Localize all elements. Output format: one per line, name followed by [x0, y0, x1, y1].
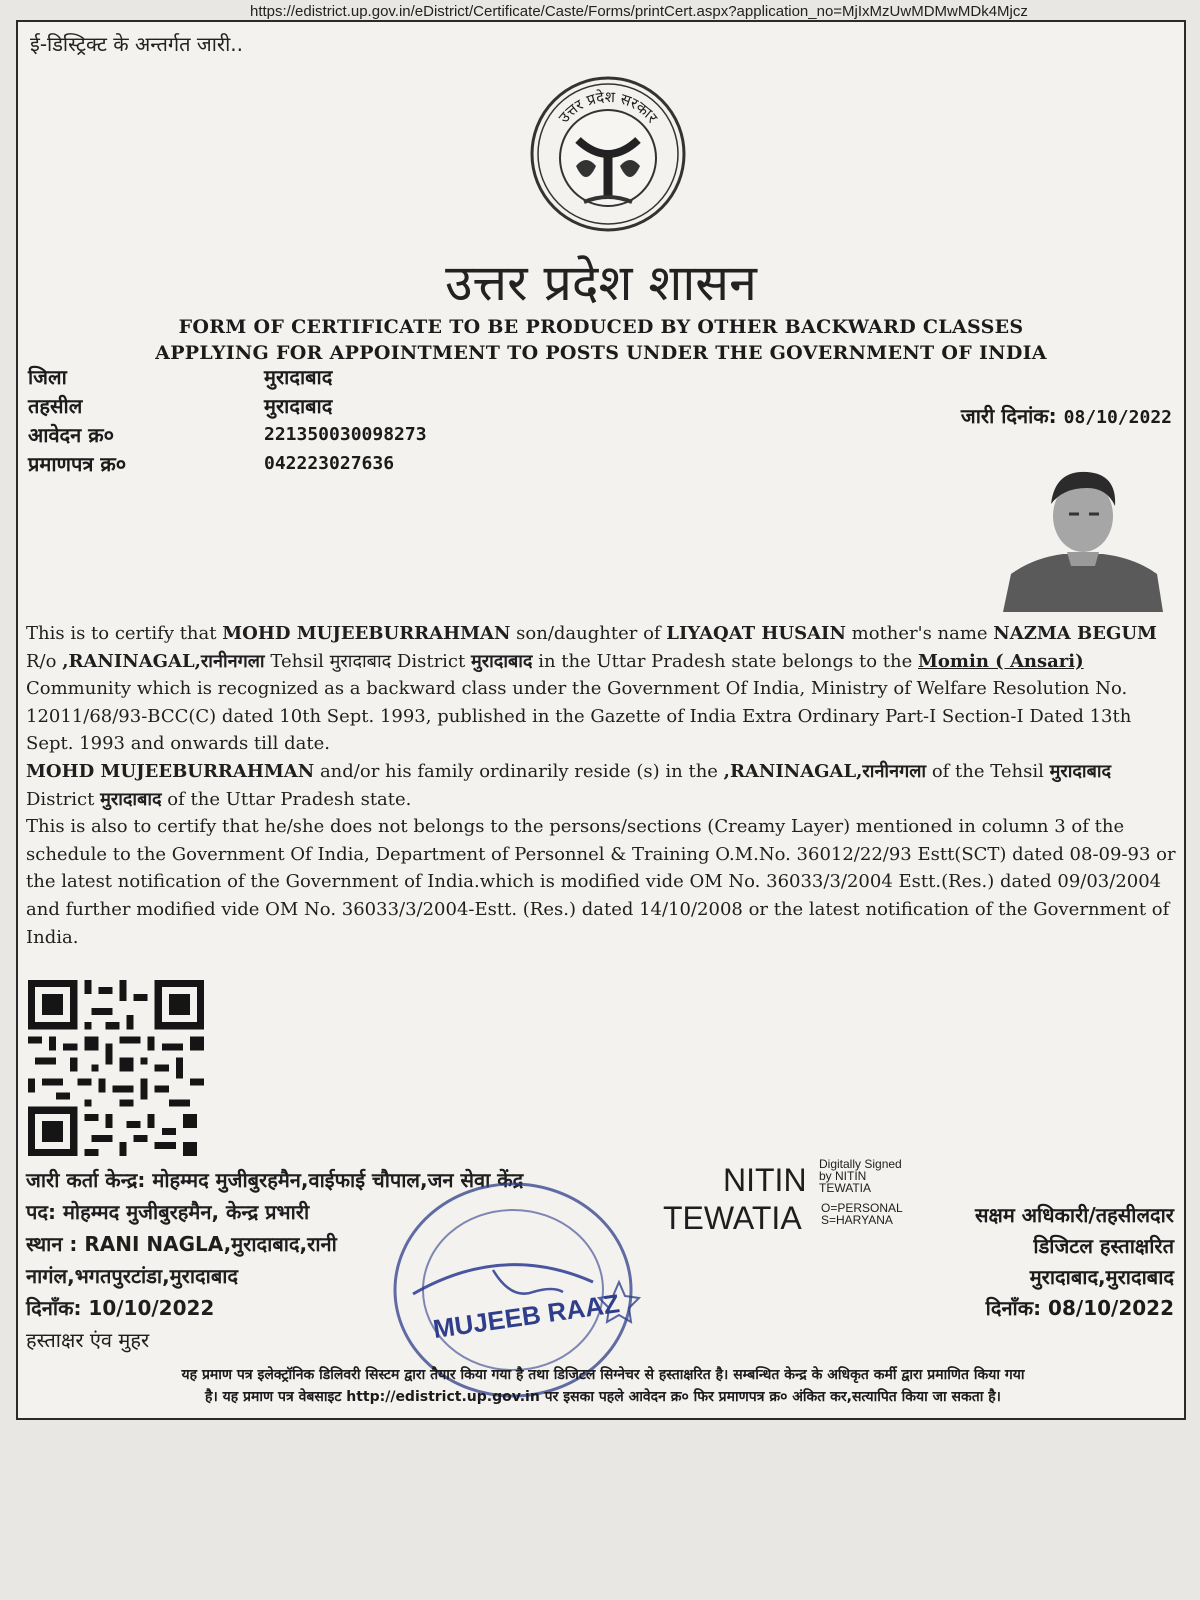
- applicant-name: MOHD MUJEEBURRAHMAN: [26, 760, 315, 782]
- footer-verification-note: [28, 1364, 1178, 1408]
- district-value: मुरादाबाद: [264, 365, 333, 389]
- browser-url: https://edistrict.up.gov.in/eDistrict/Certificate/Caste/Forms/printCert.aspx?application_no=MjIxMzUwMDMwMDk4Mjcz: [250, 3, 1028, 20]
- signer-name-line1: NITIN: [723, 1162, 807, 1198]
- text-segment: son/daughter of: [510, 623, 667, 644]
- form-title-line1: FORM OF CERTIFICATE TO BE PRODUCED BY OTHER BACKWARD CLASSES: [178, 316, 1024, 338]
- text-segment: of the Tehsil: [926, 760, 1050, 782]
- authority-date: दिनाँक: 08/10/2022: [985, 1296, 1174, 1320]
- stamp-name: MUJEEB RAAZ: [431, 1288, 622, 1345]
- text-segment: Community which is recognized as a backward class under the Government Of India, Ministry of Welfare Resolution No. 12011/68/93-BCC(C) dated 10th Sept. 1993, published in the Gazette of India Extra Ordinary Part-I Section-I Dated 13th Sept. 1993 and onwards till date.: [26, 678, 1132, 755]
- tehsil-inline: मुरादाबाद: [1049, 760, 1112, 782]
- digital-signature-info-top: [819, 1158, 902, 1194]
- ds-line: Digitally Signed: [819, 1157, 902, 1171]
- text-segment: mother's name: [845, 623, 994, 644]
- issuing-centre: जारी कर्ता केन्द्र: मोहम्मद मुजीबुरहमैन,वाईफाई चौपाल,जन सेवा केंद्र: [26, 1168, 524, 1192]
- tehsil-inline: मुरादाबाद: [329, 650, 392, 672]
- certification-paragraph: [26, 620, 1176, 758]
- text-segment: District: [26, 788, 101, 810]
- footer-line1: यह प्रमाण पत्र इलेक्ट्रॉनिक डिलिवरी सिस्टम द्वारा तैयार किया गया है तथा डिजिटल सिग्नेचर से हस्ताक्षरित है। सम्बन्धित केन्द्र के अधिकृत कर्मी द्वारा प्रमाणित किया गया: [181, 1367, 1025, 1383]
- up-government-emblem-icon: [528, 74, 688, 234]
- ds-line: TEWATIA: [819, 1181, 871, 1195]
- certificate-label: प्रमाणपत्र क्र०: [28, 452, 127, 476]
- text-segment: This is to certify that: [26, 623, 223, 644]
- residence: ,RANINAGAL,रानीनगला: [723, 760, 927, 782]
- applicant-photo: [1003, 462, 1163, 612]
- form-title: [18, 314, 1184, 366]
- digital-signature-info-bottom: [821, 1202, 903, 1226]
- issuer-place-line2: नागंल,भगतपुरटांडा,मुरादाबाद: [26, 1264, 239, 1288]
- tehsil-value: मुरादाबाद: [264, 394, 333, 418]
- issuer-place-line1: स्थान : RANI NAGLA,मुरादाबाद,रानी: [26, 1232, 337, 1256]
- residence: ,RANINAGAL,रानीनगला: [62, 650, 265, 672]
- tehsil-row: [28, 391, 427, 420]
- creamy-layer-paragraph: This is also to certify that he/she does not belongs to the persons/sections (Creamy Layer) mentioned in column 3 of the schedule to the Government Of India, Department of Personnel & Training O.M.No. 36012/22/93 Estt(SCT) dated 08-09-93 or the latest notification of the Government of India.which is modified vide OM No. 36033/3/2004 Estt.(Res.) dated 09/03/2004 and further modified vide OM No. 36033/3/2004-Estt. (Res.) dated 14/10/2008 or the latest notification of the Government of India.: [26, 816, 1176, 948]
- certificate-details: [28, 362, 427, 478]
- signature-seal-label: हस्ताक्षर एंव मुहर: [26, 1328, 150, 1352]
- text-segment: R/o: [26, 650, 63, 672]
- issue-date-value: 08/10/2022: [1063, 407, 1172, 428]
- district-label: जिला: [28, 365, 67, 389]
- text-segment: and/or his family ordinarily reside (s) in the: [314, 760, 724, 782]
- residence-paragraph: [26, 758, 1176, 813]
- certificate-row: [28, 449, 427, 478]
- father-name: LIYAQAT HUSAIN: [666, 623, 846, 644]
- ds-line: O=PERSONAL: [821, 1201, 903, 1215]
- footer-line2: है। यह प्रमाण पत्र वेबसाइट http://edistrict.up.gov.in पर इसका पहले आवेदन क्र० फिर प्रमाणपत्र क्र० अंकित कर,सत्यापित किया जा सकता है।: [205, 1389, 1001, 1405]
- ds-line: by NITIN: [819, 1169, 867, 1183]
- text-segment: in the Uttar Pradesh state belongs to the: [532, 650, 918, 672]
- application-label: आवेदन क्र०: [28, 423, 115, 447]
- district-inline: मुरादाबाद: [100, 788, 162, 810]
- applicant-name: MOHD MUJEEBURRAHMAN: [222, 623, 511, 644]
- issuer-date: दिनाँक: 10/10/2022: [26, 1296, 215, 1320]
- district-row: [28, 362, 427, 391]
- certificate-number: 042223027636: [264, 453, 395, 474]
- text-segment: Tehsil: [264, 650, 330, 672]
- authority-title: सक्षम अधिकारी/तहसीलदार: [974, 1203, 1174, 1227]
- svg-text:उत्तर प्रदेश सरकार: उत्तर प्रदेश सरकार: [554, 87, 662, 127]
- digital-signer: [663, 1157, 963, 1262]
- issue-date-label: जारी दिनांक:: [960, 404, 1057, 428]
- government-title: उत्तर प्रदेश शासन: [445, 254, 757, 312]
- authority-place: मुरादाबाद,मुरादाबाद: [1029, 1265, 1174, 1289]
- authority-signed: डिजिटल हस्ताक्षरित: [1033, 1234, 1174, 1258]
- certificate-body: [26, 620, 1176, 951]
- issued-under-label: ई-डिस्ट्रिक्ट के अन्तर्गत जारी..: [30, 32, 243, 56]
- competent-authority-block: [975, 1200, 1174, 1324]
- application-row: [28, 420, 427, 449]
- issue-date: [961, 402, 1172, 429]
- application-number: 221350030098273: [264, 424, 427, 445]
- mother-name: NAZMA BEGUM: [993, 623, 1157, 644]
- form-title-line2: APPLYING FOR APPOINTMENT TO POSTS UNDER THE GOVERNMENT OF INDIA: [155, 342, 1047, 364]
- certificate-sheet: [16, 20, 1186, 1420]
- text-segment: of the Uttar Pradesh state.: [161, 788, 412, 810]
- issuer-post: पद: मोहम्मद मुजीबुरहमैन, केन्द्र प्रभारी: [26, 1200, 310, 1224]
- ds-line: S=HARYANA: [821, 1213, 893, 1227]
- community-name: Momin ( Ansari): [918, 650, 1084, 672]
- qr-code: [28, 980, 204, 1156]
- signer-name-line2: TEWATIA: [663, 1200, 802, 1236]
- district-inline: मुरादाबाद: [470, 650, 533, 672]
- tehsil-label: तहसील: [28, 394, 83, 418]
- text-segment: District: [391, 650, 471, 672]
